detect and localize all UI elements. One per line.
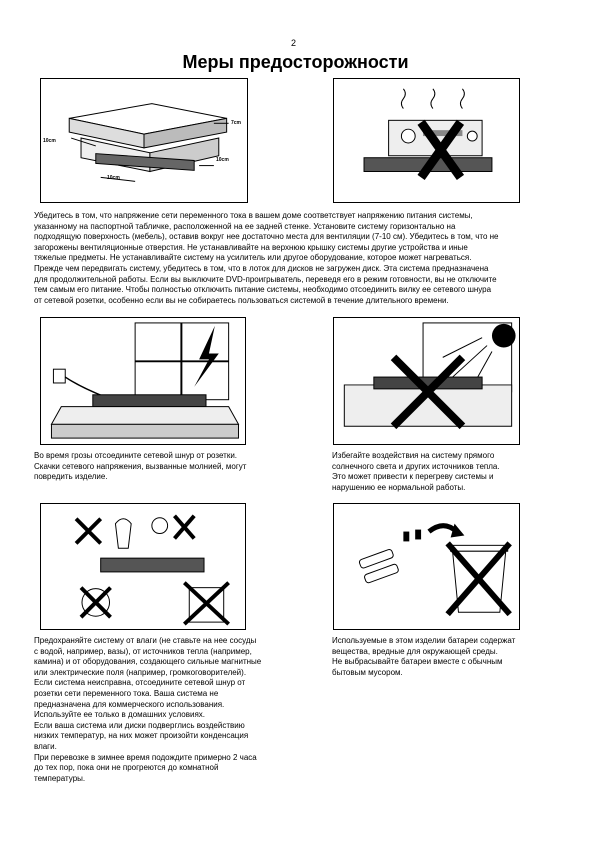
- page-title: Меры предосторожности: [182, 52, 409, 72]
- dim-label-bottom: 10cm: [107, 175, 120, 181]
- battery-disposal-illustration: [333, 503, 520, 630]
- intro-paragraph: Убедитесь в том, что напряжение сети переменного тока в вашем доме соответствует напряжению питания системы, указанному на паспортной табличке, расположенной на ее задней стенке. Установите систему горизонтально на подходящую поверхность (мебель), оставив вокруг нее достаточно места для вентиляции (7-10 см). Убедитесь в том, что не загорожены вентиляционные отверстия. Не устанавливайте на верхнюю крышку системы другие устройства и иные тяжелые предметы. Не устанавливайте систему на усилитель или другое оборудование, которое может нагреваться. Прежде чем передвигать систему, убедитесь в том, что в лоток для дисков не загружен диск. Эта система предназначена для продолжительной работы. Если вы выключите DVD-проигрыватель, переведя его в режим готовности, вы не отключите тем самым его питание. Чтобы полностью отключить питание системы, необходимо отсоединить вилку ее сетевого шнура от сетевой розетки, особенно если вы не собираетесь пользоваться системой в течение длительного времени.: [34, 211, 499, 305]
- no-stacking-illustration: [333, 78, 520, 203]
- placement-illustration: [40, 78, 248, 203]
- sunlight-illustration: [333, 317, 520, 445]
- storm-illustration: [40, 317, 246, 445]
- sunlight-caption: Избегайте воздействия на систему прямого солнечного света и других источников тепла. Это может привести к перегреву системы и нарушению ее нормальной работы.: [332, 451, 500, 492]
- storm-caption: Во время грозы отсоедините сетевой шнур от розетки. Скачки сетевого напряжения, вызванные молнией, могут повредить изделие.: [34, 451, 247, 482]
- moisture-caption: Предохраняйте систему от влаги (не ставьте на нее сосуды с водой, например, вазы), от источников тепла (например, камина) и от оборудования, создающего сильные магнитные или электрические поля (например, громкоговорителей). Если система неисправна, отсоедините сетевой шнур от розетки сети переменного тока. Ваша система не предназначена для коммерческого использования. Используйте ее только в домашних условиях. Если ваша система или диски подверглись воздействию низких температур, на них может произойти конденсация влаги. При перевозке в зимнее время подождите примерно 2 часа до тех пор, пока они не прогреются до комнатной температуры.: [34, 636, 262, 783]
- dim-label-right: 10cm: [216, 157, 229, 163]
- battery-caption: Используемые в этом изделии батареи содержат вещества, вредные для окружающей среды. Не выбрасывайте батареи вместе с обычным бытовым мусором.: [332, 636, 516, 677]
- dim-label-top: 7cm: [231, 120, 242, 126]
- dim-label-left: 10cm: [43, 138, 56, 144]
- page-number: 2: [291, 38, 297, 48]
- moisture-illustration: [40, 503, 246, 630]
